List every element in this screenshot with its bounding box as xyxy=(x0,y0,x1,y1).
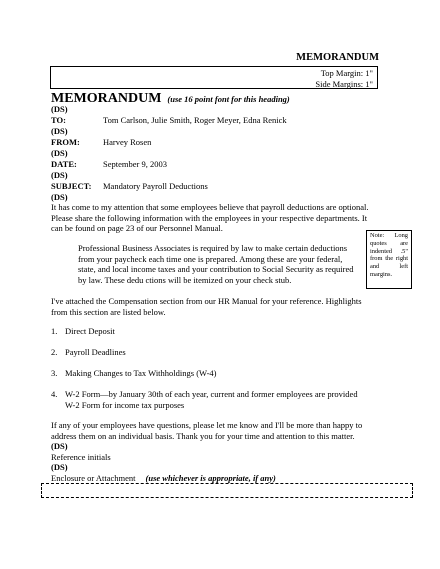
list-text: W-2 Form—by January 30th of each year, current and former employees are provided W-2 Form for income tax purposes xyxy=(65,389,358,410)
attached-line: I've attached the Compensation section from our HR Manual for your reference. Highlights xyxy=(51,296,362,306)
list-item xyxy=(51,368,365,379)
from-label: FROM: xyxy=(51,137,80,147)
intro-line: Please share the following information with the employees in your respective departments. It xyxy=(51,212,368,223)
intro-paragraph xyxy=(51,202,373,234)
list-number: 1. xyxy=(51,326,58,336)
closing-line: address them on an individual basis. Thank you for your time and attention to this matter. xyxy=(51,430,355,441)
list-text: Direct Deposit xyxy=(65,326,115,336)
list-item xyxy=(51,326,365,337)
quote-line: by law. These dedu ctions will be itemized on your check stub. xyxy=(78,274,292,285)
attached-line: from this section are listed below. xyxy=(51,306,166,317)
reference-initials: Reference initials xyxy=(51,452,111,462)
header-title: MEMORANDUM xyxy=(296,52,379,63)
margin-info-box xyxy=(50,66,378,89)
date-value: September 9, 2003 xyxy=(103,159,167,169)
date-line xyxy=(51,159,167,169)
to-label: TO: xyxy=(51,115,66,125)
margin-side-note: Note: Long quotes are indented .5" from the right and left margins. xyxy=(366,230,412,289)
memo-heading-note: (use 16 point font for this heading) xyxy=(167,94,290,104)
list-number: 3. xyxy=(51,368,58,378)
list-text: Making Changes to Tax Withholdings (W-4) xyxy=(65,368,217,378)
list-number: 2. xyxy=(51,347,58,357)
intro-line: It has come to my attention that some employees believe that payroll deductions are optional. xyxy=(51,202,369,212)
ds-marker: (DS) xyxy=(51,148,68,158)
quote-line: state, and local income taxes and your contribution to Social Security as required xyxy=(78,264,354,274)
closing-paragraph xyxy=(51,420,373,441)
quote-line: Professional Business Associates is required by law to make certain deductions xyxy=(78,243,348,253)
subject-line xyxy=(51,181,208,191)
intro-line: can be found on page 23 of our Personnel Manual. xyxy=(51,223,223,233)
ds-marker: (DS) xyxy=(51,192,68,202)
top-margin-text: Top Margin: 1" xyxy=(320,68,373,78)
memo-heading: MEMORANDUM xyxy=(51,91,162,106)
list-item xyxy=(51,389,365,410)
from-value: Harvey Rosen xyxy=(103,137,152,147)
enclosure-text: Enclosure or Attachment xyxy=(51,473,136,483)
closing-line: If any of your employees have questions, please let me know and I'll be more than happy to xyxy=(51,420,363,430)
attached-paragraph xyxy=(51,296,373,317)
list-text: Payroll Deadlines xyxy=(65,347,126,357)
list-item xyxy=(51,347,365,358)
subject-value: Mandatory Payroll Deductions xyxy=(103,181,208,191)
bottom-dashed-box xyxy=(41,483,413,498)
enclosure-note: (use whichever is appropriate, if any) xyxy=(145,473,276,483)
list-number: 4. xyxy=(51,389,58,399)
long-quote xyxy=(78,243,356,285)
date-label: DATE: xyxy=(51,159,77,169)
subject-label: SUBJECT: xyxy=(51,181,92,191)
ds-marker: (DS) xyxy=(51,441,68,451)
side-margins-text: Side Margins: 1" xyxy=(315,78,373,89)
enclosure-line xyxy=(51,473,276,483)
from-line xyxy=(51,137,151,147)
ds-marker: (DS) xyxy=(51,170,68,180)
ds-marker: (DS) xyxy=(51,104,68,114)
to-line xyxy=(51,115,287,125)
ds-marker: (DS) xyxy=(51,462,68,472)
ds-marker: (DS) xyxy=(51,126,68,136)
quote-line: from your paycheck each time one is prepared. Among these are your federal, xyxy=(78,253,343,264)
memo-heading-row xyxy=(51,89,290,107)
to-value: Tom Carlson, Julie Smith, Roger Meyer, Edna Renick xyxy=(103,115,287,125)
